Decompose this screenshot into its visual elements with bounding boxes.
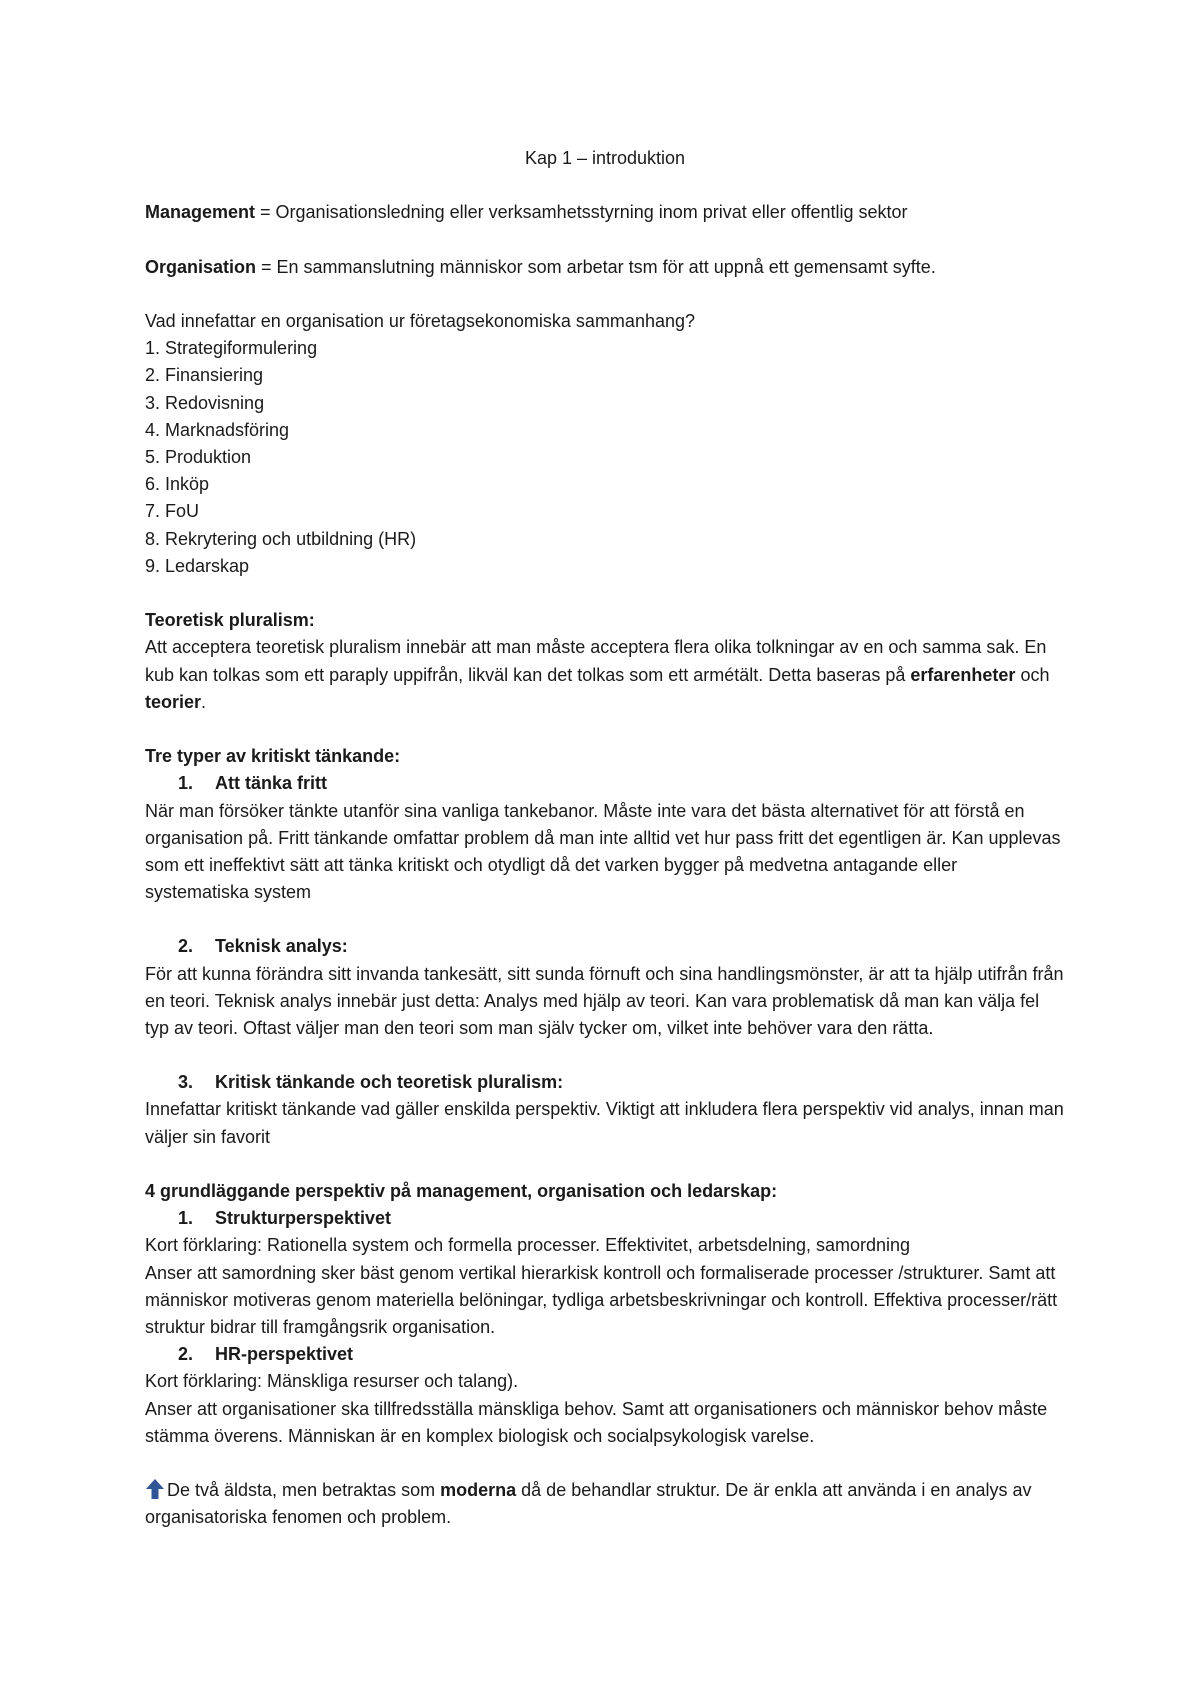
critical-item-title [145, 933, 1065, 960]
pluralism-heading-text: Teoretisk pluralism: [145, 610, 315, 631]
list-item: 8. Rekrytering och utbildning (HR) [145, 528, 417, 549]
critical-item [145, 933, 1065, 1042]
pluralism-bold-2: teorier [145, 691, 202, 712]
list-item: 7. FoU [145, 501, 200, 522]
perspective-item-title-text: Strukturperspektivet [215, 1208, 392, 1229]
pluralism-bold-1: erfarenheter [910, 664, 1016, 685]
page-title: Kap 1 – introduktion [524, 148, 686, 168]
organisation-definition [145, 254, 1065, 281]
summary-bold: moderna [440, 1480, 517, 1501]
organisation-term: Organisation [145, 256, 257, 277]
list-item: 3. Redovisning [145, 392, 265, 413]
perspective-item [145, 1205, 1065, 1341]
list-item: 1. Strategiformulering [145, 338, 318, 359]
critical-item-title-text: Teknisk analys: [215, 936, 348, 957]
list-item: 4. Marknadsföring [145, 419, 290, 440]
critical-item [145, 770, 1065, 906]
list-item: 5. Produktion [145, 447, 252, 467]
pluralism-text-2: och [1015, 664, 1050, 685]
document-body [145, 145, 1065, 1532]
perspective-item-title-text: HR-perspektivet [215, 1344, 354, 1365]
summary-paragraph [145, 1477, 1065, 1531]
critical-item-text: För att kunna förändra sitt invanda tankesätt, sitt sunda förnuft och sina handlingsmönster, är att ta hjälp utifrån från en teori. Teknisk analys innebär just detta: Analys med hjälp av teori. Kan vara problematisk då man kan välja fel typ av teori. Oftast väljer man den teori som man själv tycker om, vilket inte behöver vara den rätta. [145, 963, 1064, 1039]
list-item: 2. Finansiering [145, 365, 264, 386]
critical-item-title-text: Att tänka fritt [215, 773, 327, 794]
critical-item-number: 3. [178, 1072, 194, 1093]
pluralism-paragraph [145, 634, 1065, 716]
critical-heading [145, 743, 1065, 770]
pluralism-text-1: Att acceptera teoretisk pluralism innebär att man måste acceptera flera olika tolkningar av en och samma sak. En kub kan tolkas som ett paraply uppifrån, likväl kan det tolkas som ett armétält. Detta baseras på [145, 637, 1047, 685]
management-text: = Organisationsledning eller verksamhetsstyrning inom privat eller offentlig sektor [255, 202, 908, 223]
perspective-item-number: 1. [178, 1208, 194, 1229]
list-item: 6. Inköp [145, 474, 210, 495]
critical-item-text: Innefattar kritiskt tänkande vad gäller enskilda perspektiv. Viktigt att inkludera flera perspektiv vid analys, innan man väljer sin favorit [145, 1099, 1064, 1147]
critical-item-number: 2. [178, 936, 194, 957]
summary-text-1: De två äldsta, men betraktas som [167, 1480, 441, 1501]
critical-item-title-text: Kritisk tänkande och teoretisk pluralism: [215, 1072, 564, 1093]
perspective-item-line: Anser att organisationer ska tillfredsställa mänskliga behov. Samt att organisationers och människor behov måste stämma överens. Människan är en komplex biologisk och socialpsykologisk varelse. [145, 1398, 1048, 1446]
arrow-up-icon [145, 1478, 165, 1500]
pluralism-heading [145, 607, 1065, 634]
question-text: Vad innefattar en organisation ur företagsekonomiska sammanhang? [145, 310, 696, 331]
critical-item-text: När man försöker tänkte utanför sina vanliga tankebanor. Måste inte vara det bästa alternativet för att förstå en organisation på. Fritt tänkande omfattar problem då man inte alltid vet hur pass fritt det egentligen är. Kan upplevas som ett ineffektivt sätt att tänka kritiskt och otydligt då det varken bygger på medvetna antagande eller systematiska system [145, 800, 1061, 903]
perspective-item-line: Anser att samordning sker bäst genom vertikal hierarkisk kontroll och formaliserade processer /strukturer. Samt att människor motiveras genom materiella belöningar, tydliga arbetsbeskrivningar och kontroll. Effektiva processer/rätt struktur bidrar till framgångsrik organisation. [145, 1262, 1058, 1338]
perspective-item-line: Kort förklaring: Rationella system och formella processer. Effektivitet, arbetsdelning, samordning [145, 1235, 911, 1256]
critical-item [145, 1069, 1065, 1151]
perspective-item-line: Kort förklaring: Mänskliga resurser och talang). [145, 1371, 519, 1392]
summary-text-2: då de behandlar struktur. De är enkla att använda i en analys av organisatoriska fenomen och problem. [145, 1480, 1032, 1528]
critical-item-title [145, 770, 1065, 797]
function-list [145, 335, 1065, 580]
critical-item-number: 1. [178, 773, 194, 794]
perspective-item [145, 1341, 1065, 1450]
management-definition [145, 199, 1065, 226]
critical-item-title [145, 1069, 1065, 1096]
perspective-item-number: 2. [178, 1344, 194, 1365]
perspectives-heading [145, 1178, 1065, 1205]
list-item: 9. Ledarskap [145, 555, 250, 576]
management-term: Management [145, 202, 256, 223]
perspective-item-title [145, 1341, 1065, 1368]
perspective-item-title [145, 1205, 1065, 1232]
pluralism-text-3: . [201, 691, 207, 712]
perspectives-heading-text: 4 grundläggande perspektiv på management, organisation och ledarskap: [145, 1181, 778, 1202]
organisation-text: = En sammanslutning människor som arbetar tsm för att uppnå ett gemensamt syfte. [256, 256, 936, 277]
critical-heading-text: Tre typer av kritiskt tänkande: [145, 746, 401, 767]
